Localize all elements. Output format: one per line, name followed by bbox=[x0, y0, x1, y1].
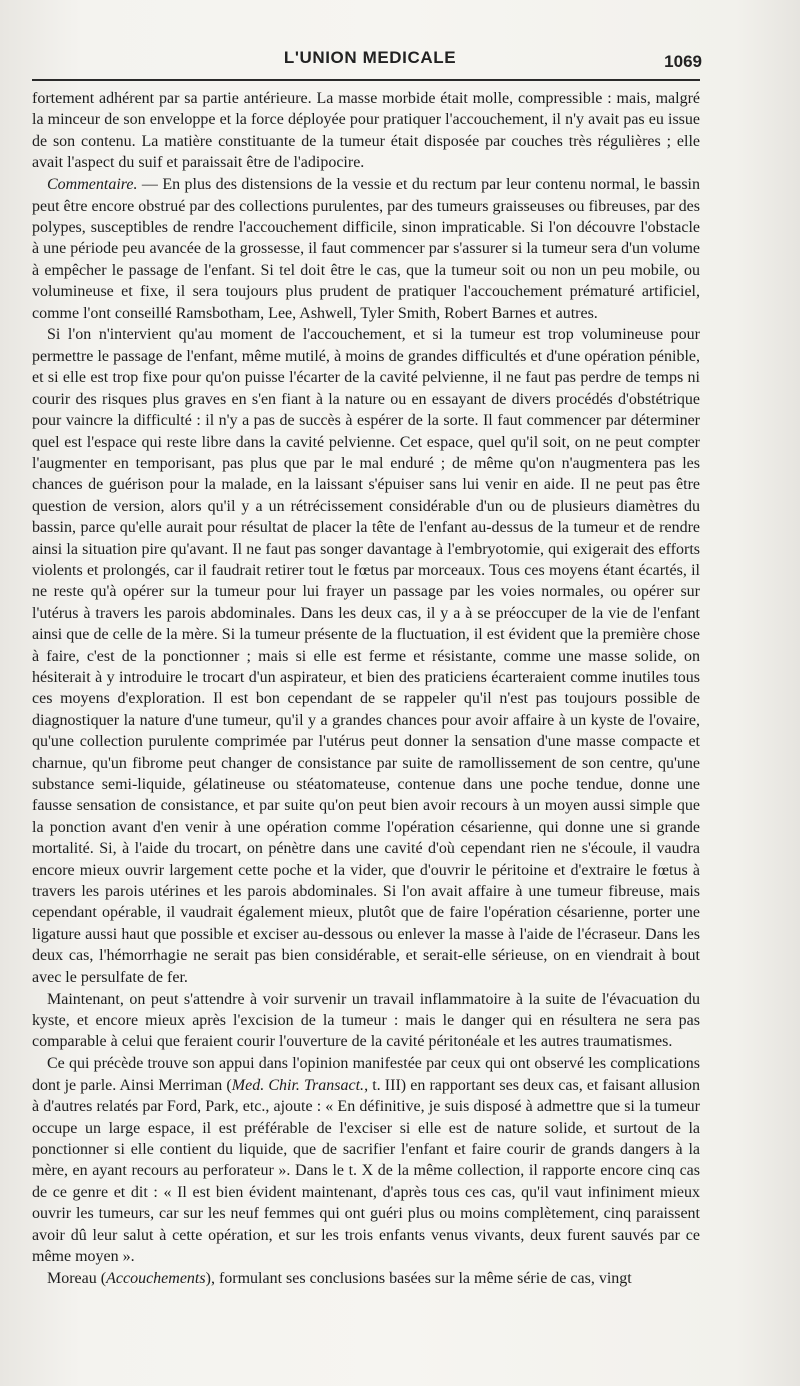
paragraph-4 bbox=[32, 989, 700, 1053]
header-rule bbox=[32, 79, 700, 81]
paragraph-5-text-b: , t. III) en rapportant ses deux cas, et faisant allusion à d'autres relatés par Ford, Park, etc., ajoute : « En définitive, je suis disposé à admettre que si la tumeur occupe un large espace, il est préférable de l'exciser si elle est de nature solide, et surtout de la ponctionner si elle contient du liquide, que de sacrifier l'enfant et faire courir de grands dangers à la mère, en ayant recours au perforateur ». Dans le t. X de la même collection, il rapporte encore cinq cas de ce genre et dit : « Il est bien évident maintenant, d'après tous ces cas, qu'il vaut infiniment mieux ouvrir les tumeurs, car sur les neuf femmes qui ont guéri plus ou moins complètement, cinq paraissent avoir dû leur salut à cette opération, et sur les trois enfants venus vivants, deux furent sauvés par ce même moyen ». bbox=[32, 1076, 701, 1265]
paragraph-1-text: fortement adhérent par sa partie antérieure. La masse morbide était molle, compressible : mais, malgré la minceur de son enveloppe et la force déployée pour pratiquer l'accouchement, il n'y avait pas eu issue de son contenu. La matière constituante de la tumeur était disposée par couches très régulières ; elle avait l'aspect du suif et paraissait être de l'adipocire. bbox=[32, 90, 700, 172]
paragraph-3-text: Si l'on n'intervient qu'au moment de l'accouchement, et si la tumeur est trop volumineuse pour permettre le passage de l'enfant, même mutilé, à moins de grandes difficultés et d'une opération pénible, et si elle est trop fixe pour qu'on puisse l'écarter de la cavité pelvienne, il ne faut pas perdre de temps ni courir des risques plus graves en s'en fiant à la nature ou en essayant de divers procédés d'obstétrique pour vaincre la difficulté : il n'y a pas de succès à espérer de la sorte. Il faut commencer par déterminer quel est l'espace qui reste libre dans la cavité pelvienne. Cet espace, quel qu'il soit, on ne peut compter l'augmenter en temporisant, pas plus que par le mal enduré ; de même qu'on n'augmentera pas les chances de guérison pour la malade, en la laissant s'épuiser sans lui venir en aide. Il ne peut pas être question de version, alors qu'il y a un rétrécissement considérable d'un ou de plusieurs diamètres du bassin, parce qu'elle aurait pour résultat de placer la tête de l'enfant au-dessus de la tumeur et de rendre ainsi la situation pire qu'avant. Il ne faut pas songer davantage à l'embryotomie, qui exigerait des efforts violents et prolongés, car il faudrait retirer tout le fœtus par morceaux. Tous ces moyens étant écartés, il ne reste qu'à opérer sur la tumeur pour lui frayer un passage par les voies normales, ou opérer sur l'utérus à travers les parois abdominales. Dans les deux cas, il y a à se préoccuper de la vie de l'enfant ainsi que de celle de la mère. Si la tumeur présente de la fluctuation, il est évident que la première chose à faire, c'est de la ponctionner ; mais si elle est ferme et résistante, comme une masse solide, on hésiterait à y introduire le trocart d'un aspirateur, et bien des praticiens écarteraient comme inutiles tous ces moyens d'exploration. Il est bon cependant de se rappeler qu'il n'est pas toujours possible de diagnostiquer la nature d'une tumeur, qu'il y a grandes chances pour avoir affaire à un kyste de l'ovaire, qu'une collection purulente comprimée par l'utérus peut donner la sensation d'une masse compacte et charnue, qu'un fibrome peut changer de consistance par suite de ramollissement de son centre, qu'une substance semi-liquide, gélatineuse ou stéatomateuse, contenue dans une poche tendue, donne une fausse sensation de consistance, et par suite qu'on peut bien avoir recours à un moyen aussi simple que la ponction avant d'en venir à une opération comme l'opération césarienne, qui donne une si grande mortalité. Si, à l'aide du trocart, on pénètre dans une cavité d'où cependant rien ne s'écoule, il vaudra encore mieux ouvrir largement cette poche et la vider, que d'ouvrir le péritoine et d'extraire le fœtus à travers les parois utérines et les parois abdominales. Si l'on avait affaire à une tumeur fibreuse, mais cependant opérable, il vaudrait également mieux, plutôt que de faire l'opération césarienne, porter une ligature aussi haut que possible et exciser au-dessous ou enlever la masse à l'aide de l'écraseur. Dans les deux cas, l'hémorrhagie ne serait pas bien considérable, et serait-elle sérieuse, on en viendrait à bout avec le persulfate de fer. bbox=[32, 326, 700, 986]
running-title: L'UNION MEDICALE bbox=[283, 48, 457, 67]
paragraph-1 bbox=[32, 88, 700, 174]
paragraph-6 bbox=[32, 1268, 700, 1289]
paragraph-6-text-a: Moreau ( bbox=[47, 1269, 107, 1287]
paragraph-2-text: — En plus des distensions de la vessie et du rectum par leur contenu normal, le bassin peut être encore obstrué par des collections purulentes, par des tumeurs graisseuses ou fibreuses, par des polypes, susceptibles de rendre l'accouchement difficile, sinon impraticable. Si l'on découvre l'obstacle à une période peu avancée de la grossesse, il faut commencer par s'assurer si la tumeur sera d'un volume à empêcher le passage de l'enfant. Si tel doit être le cas, que la tumeur soit ou non un peu mobile, ou volumineuse et fixe, il sera toujours plus prudent de pratiquer l'accouchement prématuré artificiel, comme l'ont conseillé Ramsbotham, Lee, Ashwell, Tyler Smith, Robert Barnes et autres. bbox=[32, 176, 700, 322]
paragraph-5 bbox=[32, 1053, 700, 1267]
page-number: 1069 bbox=[664, 52, 702, 71]
citation-reference: Med. Chir. Transact. bbox=[231, 1076, 365, 1094]
paragraph-6-text-b: ), formulant ses conclusions basées sur la même série de cas, vingt bbox=[205, 1269, 632, 1287]
citation-reference: Accouchements bbox=[106, 1269, 206, 1287]
paragraph-4-text: Maintenant, on peut s'attendre à voir survenir un travail inflammatoire à la suite de l'évacuation du kyste, et encore mieux après l'excision de la tumeur : mais le danger qui en résultera ne sera pas comparable à celui que feraient courir l'ouverture de la cavité péritonéale et les autres traumatismes. bbox=[32, 990, 700, 1051]
commentaire-label: Commentaire. bbox=[47, 176, 138, 194]
paragraph-5-text-a: Ce qui précède trouve son appui dans l'opinion manifestée par ceux qui ont observé les complications dont je parle. Ainsi Merriman ( bbox=[32, 1055, 700, 1094]
page-header bbox=[30, 48, 710, 76]
paragraph-3 bbox=[32, 324, 700, 988]
article-body bbox=[32, 88, 700, 1289]
paragraph-commentaire bbox=[32, 174, 700, 324]
